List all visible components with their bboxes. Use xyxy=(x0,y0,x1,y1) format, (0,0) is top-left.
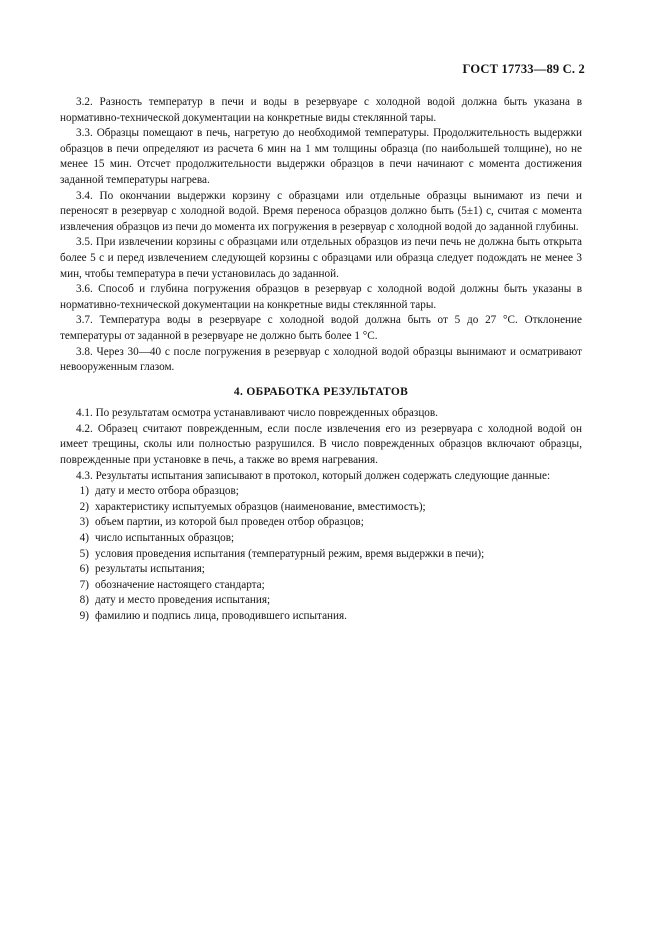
list-item-number: 2) xyxy=(79,500,89,513)
list-item-text: число испытанных образцов; xyxy=(95,532,235,545)
list-item-text: результаты испытания; xyxy=(95,563,205,576)
paragraph-3-7: 3.7. Температура воды в резервуаре с холодной водой должна быть от 5 до 27 °С. Отклонение температуры от заданной в резервуаре не должно быть более 1 °С. xyxy=(60,314,582,342)
list-item-text: объем партии, из которой был проведен отбор образцов; xyxy=(95,516,364,529)
list-item-number: 8) xyxy=(79,594,89,607)
list-item-number: 3) xyxy=(79,516,89,529)
paragraph-3-4: 3.4. По окончании выдержки корзину с образцами или отдельные образцы вынимают из печи и переносят в резервуар с холодной водой. Время переноса образцов должно быть (5±1) с, считая с момента извлечения образцов из печи до момента их погружения в резервуар с холодной водой до заданной глубины. xyxy=(60,189,582,233)
list-item-number: 6) xyxy=(79,563,89,576)
document-body xyxy=(60,95,582,625)
list-item xyxy=(60,531,582,547)
list-item-text: фамилию и подпись лица, проводившего испытания. xyxy=(95,610,347,622)
list-item-text: обозначение настоящего стандарта; xyxy=(95,578,265,591)
list-item-text: условия проведения испытания (температурный режим, время выдержки в печи); xyxy=(95,547,485,560)
list-item xyxy=(60,562,582,578)
list-item-text: дату и место отбора образцов; xyxy=(95,485,239,498)
list-item xyxy=(60,578,582,594)
list-item-text: дату и место проведения испытания; xyxy=(95,594,271,607)
list-item-text: характеристику испытуемых образцов (наименование, вместимость); xyxy=(95,500,426,513)
list-item-number: 5) xyxy=(79,547,89,560)
list-item xyxy=(60,609,582,625)
list-item xyxy=(60,593,582,609)
paragraph-4-3: 4.3. Результаты испытания записывают в протокол, который должен содержать следующие данные: xyxy=(76,469,551,482)
paragraph-3-6: 3.6. Способ и глубина погружения образцов в резервуар с холодной водой должны быть указаны в нормативно-технической документации на конкретные виды стеклянной тары. xyxy=(60,283,582,311)
list-item-number: 7) xyxy=(79,578,89,591)
list-item xyxy=(60,515,582,531)
paragraph-3-5: 3.5. При извлечении корзины с образцами или отдельных образцов из печи печь не должна быть открыта более 5 с и перед извлечением следующей корзины с образцами или образца следует подождать не менее 3 мин, чтобы температура в печи установилась до заданной. xyxy=(60,236,582,280)
protocol-data-list xyxy=(60,484,582,624)
page-header: ГОСТ 17733—89 С. 2 xyxy=(462,62,585,76)
list-item-number: 4) xyxy=(79,532,89,545)
paragraph-4-2: 4.2. Образец считают поврежденным, если после извлечения его из резервуара с холодной водой он имеет трещины, сколы или полностью разрушился. В число поврежденных образцов включают образцы, поврежденные при установке в печь, а также во время нагревания. xyxy=(60,422,582,467)
list-item xyxy=(60,547,582,563)
paragraph-4-1: 4.1. По результатам осмотра устанавливают число поврежденных образцов. xyxy=(76,407,438,420)
section-title: 4. ОБРАБОТКА РЕЗУЛЬТАТОВ xyxy=(233,385,409,398)
paragraph-3-8: 3.8. Через 30—40 с после погружения в резервуар с холодной водой образцы вынимают и осматривают невооруженным глазом. xyxy=(60,345,582,374)
list-item-number: 9) xyxy=(79,610,89,622)
list-item-number: 1) xyxy=(79,485,89,498)
paragraph-3-2: 3.2. Разность температур в печи и воды в резервуаре с холодной водой должна быть указана в нормативно-технической документации на конкретные виды стеклянной тары. xyxy=(60,96,582,124)
list-item xyxy=(60,500,582,516)
paragraph-3-3: 3.3. Образцы помещают в печь, нагретую до необходимой температуры. Продолжительность выдержки образцов в печи определяют из расчета 6 мин на 1 мм толщины образца (по наибольшей толщине), но не менее 15 мин. Отсчет продолжительности выдержки образцов в печи начинают с момента достижения заданной температуры нагрева. xyxy=(60,127,582,186)
list-item xyxy=(60,484,582,500)
